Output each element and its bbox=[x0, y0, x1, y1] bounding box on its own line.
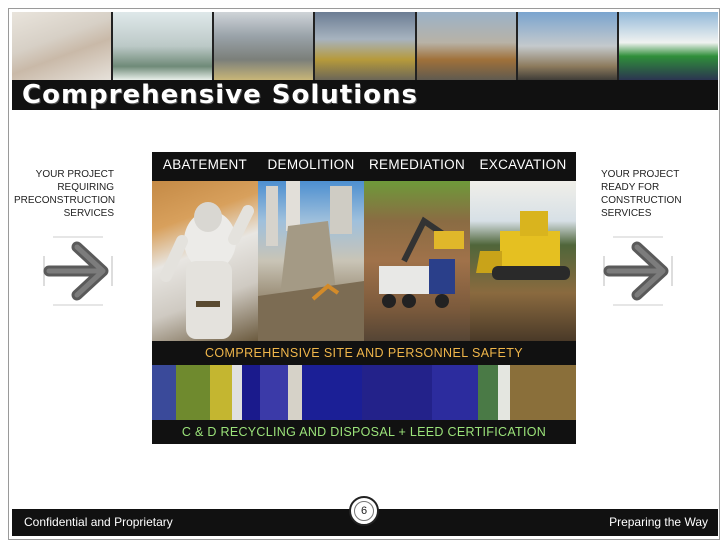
page-number-badge bbox=[349, 496, 379, 526]
left-caption-line: SERVICES bbox=[63, 208, 114, 219]
left-caption-line: REQUIRING bbox=[57, 182, 114, 193]
right-caption-line: READY FOR bbox=[601, 182, 660, 193]
service-label-demolition: DEMOLITION bbox=[267, 157, 355, 172]
abatement-photo bbox=[152, 181, 258, 341]
right-arrow-icon bbox=[43, 236, 113, 306]
right-caption bbox=[601, 168, 711, 220]
banner-photo-abatement-worker bbox=[113, 12, 212, 80]
banner-photo-demolition bbox=[417, 12, 516, 80]
page-number: 6 bbox=[354, 501, 374, 521]
safety-banner: COMPREHENSIVE SITE AND PERSONNEL SAFETY bbox=[205, 346, 523, 360]
remediation-photo bbox=[364, 181, 470, 341]
banner-photo-abatement-workers bbox=[12, 12, 111, 80]
banner-photo-recycling-truck bbox=[619, 12, 718, 80]
banner-photo-worksite bbox=[214, 12, 313, 80]
services-header bbox=[152, 152, 576, 181]
left-caption bbox=[14, 168, 114, 220]
demolition-photo bbox=[258, 181, 364, 341]
left-caption-line: PRECONSTRUCTION bbox=[14, 195, 116, 206]
right-caption-line: CONSTRUCTION bbox=[601, 195, 682, 206]
service-label-abatement: ABATEMENT bbox=[162, 157, 248, 172]
left-caption-line: YOUR PROJECT bbox=[35, 169, 114, 180]
photo-banner bbox=[12, 12, 718, 80]
footer-tagline: Preparing the Way bbox=[609, 515, 708, 529]
right-arrow-icon bbox=[603, 236, 673, 306]
title-bar bbox=[12, 80, 718, 110]
service-label-excavation: EXCAVATION bbox=[479, 157, 567, 172]
slide-title: Comprehensive Solutions bbox=[22, 80, 418, 110]
banner-photo-excavator-site bbox=[518, 12, 617, 80]
recycling-banner: C & D RECYCLING AND DISPOSAL + LEED CERTIFICATION bbox=[181, 425, 547, 439]
excavation-photo bbox=[470, 181, 576, 341]
service-photos bbox=[152, 181, 576, 341]
service-label-remediation: REMEDIATION bbox=[368, 157, 466, 172]
right-caption-line: SERVICES bbox=[601, 208, 652, 219]
services-panel bbox=[152, 152, 576, 444]
banner-photo-excavator bbox=[315, 12, 414, 80]
footer-confidential: Confidential and Proprietary bbox=[24, 515, 173, 529]
right-caption-line: YOUR PROJECT bbox=[601, 169, 680, 180]
recycling-photo-strip bbox=[152, 365, 576, 420]
